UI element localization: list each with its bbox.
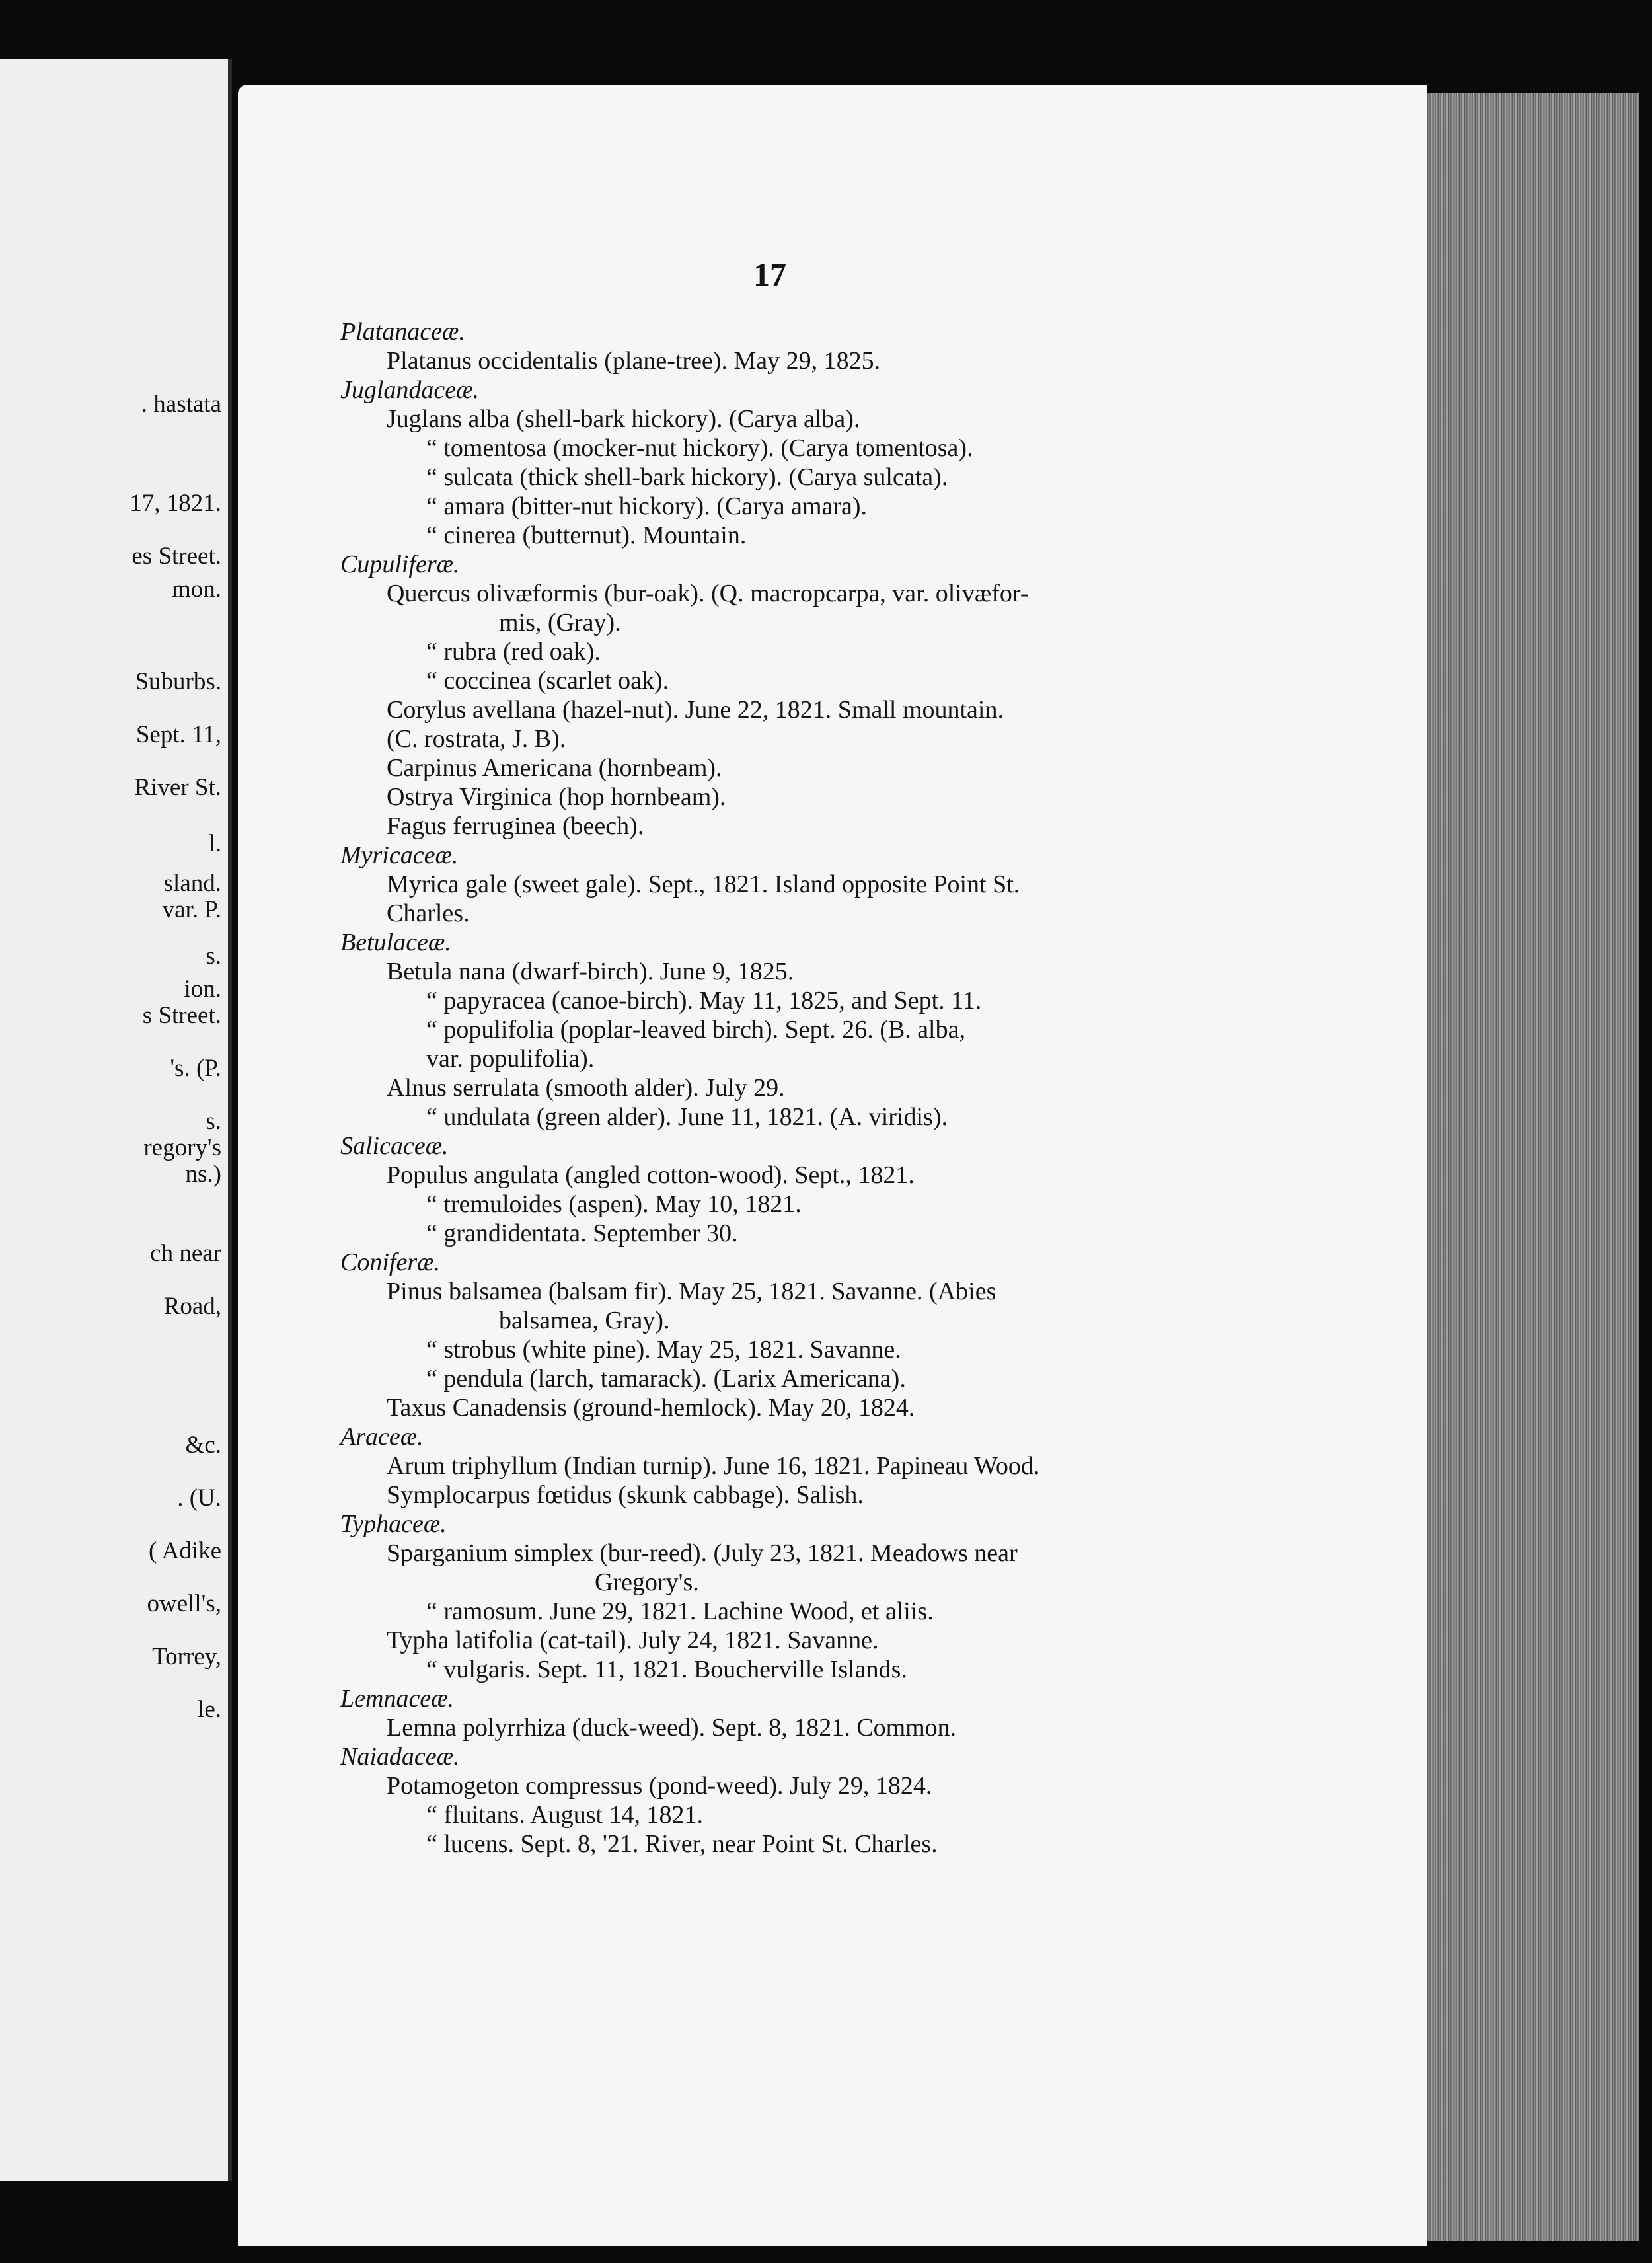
species-entry: Populus angulata (angled cotton-wood). Sept., 1821. [387, 1161, 915, 1189]
family-heading: Platanaceæ. [340, 318, 465, 346]
facing-page-fragment: owell's, [147, 1590, 221, 1617]
species-entry: Sparganium simplex (bur-reed). (July 23, 1821. Meadows near [387, 1539, 1018, 1567]
family-heading: Araceæ. [340, 1423, 424, 1451]
facing-page-fragment: ns.) [185, 1161, 221, 1188]
species-entry: “ lucens. Sept. 8, '21. River, near Point St. Charles. [426, 1830, 938, 1858]
family-heading: Cupuliferæ. [340, 551, 460, 578]
facing-page-fragment: s. [206, 942, 221, 970]
species-entry: Ostrya Virginica (hop hornbeam). [387, 783, 726, 811]
facing-page-fragment: &c. [185, 1432, 221, 1459]
species-entry: (C. rostrata, J. B). [387, 725, 566, 753]
species-list [340, 317, 1371, 1859]
facing-page-fragment: l. [208, 830, 221, 857]
species-entry: Corylus avellana (hazel-nut). June 22, 1821. Small mountain. [387, 696, 1004, 724]
facing-page-fragment: Suburbs. [135, 668, 221, 695]
family-heading: Naiadaceæ. [340, 1743, 460, 1771]
facing-page-fragment: var. P. [162, 896, 221, 923]
species-entry: Arum triphyllum (Indian turnip). June 16, 1821. Papineau Wood. [387, 1452, 1040, 1480]
species-entry: “ grandidentata. September 30. [426, 1219, 738, 1247]
family-heading: Coniferæ. [340, 1248, 440, 1276]
species-entry: “ pendula (larch, tamarack). (Larix Americana). [426, 1365, 906, 1393]
facing-page-fragment: River St. [134, 774, 221, 801]
species-entry: Fagus ferruginea (beech). [387, 812, 644, 840]
species-entry: mis, (Gray). [499, 609, 621, 636]
species-entry: Quercus olivæformis (bur-oak). (Q. macropcarpa, var. olivæfor- [387, 580, 1029, 607]
species-entry: “ undulata (green alder). June 11, 1821. (A. viridis). [426, 1103, 948, 1131]
species-entry: “ populifolia (poplar-leaved birch). Sept. 26. (B. alba, [426, 1016, 965, 1044]
family-heading: Betulaceæ. [340, 929, 451, 956]
species-entry: Betula nana (dwarf-birch). June 9, 1825. [387, 958, 794, 985]
species-entry: “ fluitans. August 14, 1821. [426, 1801, 704, 1829]
species-entry: Potamogeton compressus (pond-weed). July 29, 1824. [387, 1772, 932, 1800]
species-entry: Pinus balsamea (balsam fir). May 25, 1821. Savanne. (Abies [387, 1278, 996, 1305]
facing-page-fragment: sland. [163, 870, 221, 897]
species-entry: Lemna polyrrhiza (duck-weed). Sept. 8, 1821. Common. [387, 1714, 957, 1742]
species-entry: “ rubra (red oak). [426, 638, 601, 666]
facing-page-fragment: 17, 1821. [130, 490, 221, 517]
species-entry: “ papyracea (canoe-birch). May 11, 1825, and Sept. 11. [426, 987, 982, 1015]
species-entry: Myrica gale (sweet gale). Sept., 1821. Island opposite Point St. [387, 870, 1020, 898]
facing-page-fragment: Torrey, [152, 1643, 221, 1670]
facing-page-fragment: ion. [184, 976, 221, 1003]
species-entry: Gregory's. [595, 1568, 699, 1596]
species-entry: “ strobus (white pine). May 25, 1821. Savanne. [426, 1336, 901, 1363]
facing-page-fragment: . hastata [141, 391, 221, 418]
facing-page-fragment: s. [206, 1108, 221, 1135]
family-heading: Juglandaceæ. [340, 376, 480, 404]
facing-page-fragment: ( Adike [149, 1537, 221, 1564]
species-entry: balsamea, Gray). [499, 1307, 670, 1334]
facing-page [0, 59, 232, 2181]
species-entry: Charles. [387, 900, 470, 927]
family-heading: Typhaceæ. [340, 1510, 447, 1538]
species-entry: “ amara (bitter-nut hickory). (Carya amara). [426, 492, 868, 520]
species-entry: Carpinus Americana (hornbeam). [387, 754, 722, 782]
book-page [238, 85, 1427, 2246]
facing-page-fragment: regory's [143, 1134, 221, 1161]
family-heading: Myricaceæ. [340, 841, 459, 869]
facing-page-fragment: mon. [171, 576, 221, 603]
family-heading: Lemnaceæ. [340, 1685, 455, 1712]
species-entry: var. populifolia). [426, 1045, 595, 1073]
species-entry: “ cinerea (butternut). Mountain. [426, 521, 747, 549]
facing-page-fragment: le. [198, 1696, 221, 1723]
species-entry: “ ramosum. June 29, 1821. Lachine Wood, et aliis. [426, 1597, 934, 1625]
facing-page-fragment: Road, [163, 1293, 221, 1320]
species-entry: “ tomentosa (mocker-nut hickory). (Carya tomentosa). [426, 434, 973, 462]
facing-page-fragment: . (U. [177, 1484, 221, 1512]
facing-page-fragment: es Street. [131, 543, 221, 570]
species-entry: Alnus serrulata (smooth alder). July 29. [387, 1074, 785, 1102]
species-entry: “ tremuloides (aspen). May 10, 1821. [426, 1190, 802, 1218]
facing-page-fragment: 's. (P. [170, 1055, 221, 1082]
species-entry: Platanus occidentalis (plane-tree). May 29, 1825. [387, 347, 881, 375]
species-entry: Symplocarpus fœtidus (skunk cabbage). Salish. [387, 1481, 864, 1509]
page-number: 17 [753, 256, 786, 293]
facing-page-fragment: ch near [150, 1240, 221, 1267]
facing-page-fragment: Sept. 11, [135, 721, 221, 748]
family-heading: Salicaceæ. [340, 1132, 449, 1160]
species-entry: Juglans alba (shell-bark hickory). (Carya alba). [387, 405, 860, 433]
species-entry: Typha latifolia (cat-tail). July 24, 1821. Savanne. [387, 1627, 879, 1654]
species-entry: “ coccinea (scarlet oak). [426, 667, 669, 695]
species-entry: “ vulgaris. Sept. 11, 1821. Boucherville Islands. [426, 1656, 907, 1683]
species-entry: Taxus Canadensis (ground-hemlock). May 20, 1824. [387, 1394, 915, 1422]
page-edges [1427, 93, 1639, 2241]
species-entry: “ sulcata (thick shell-bark hickory). (Carya sulcata). [426, 463, 948, 491]
facing-page-fragment: s Street. [142, 1002, 221, 1029]
